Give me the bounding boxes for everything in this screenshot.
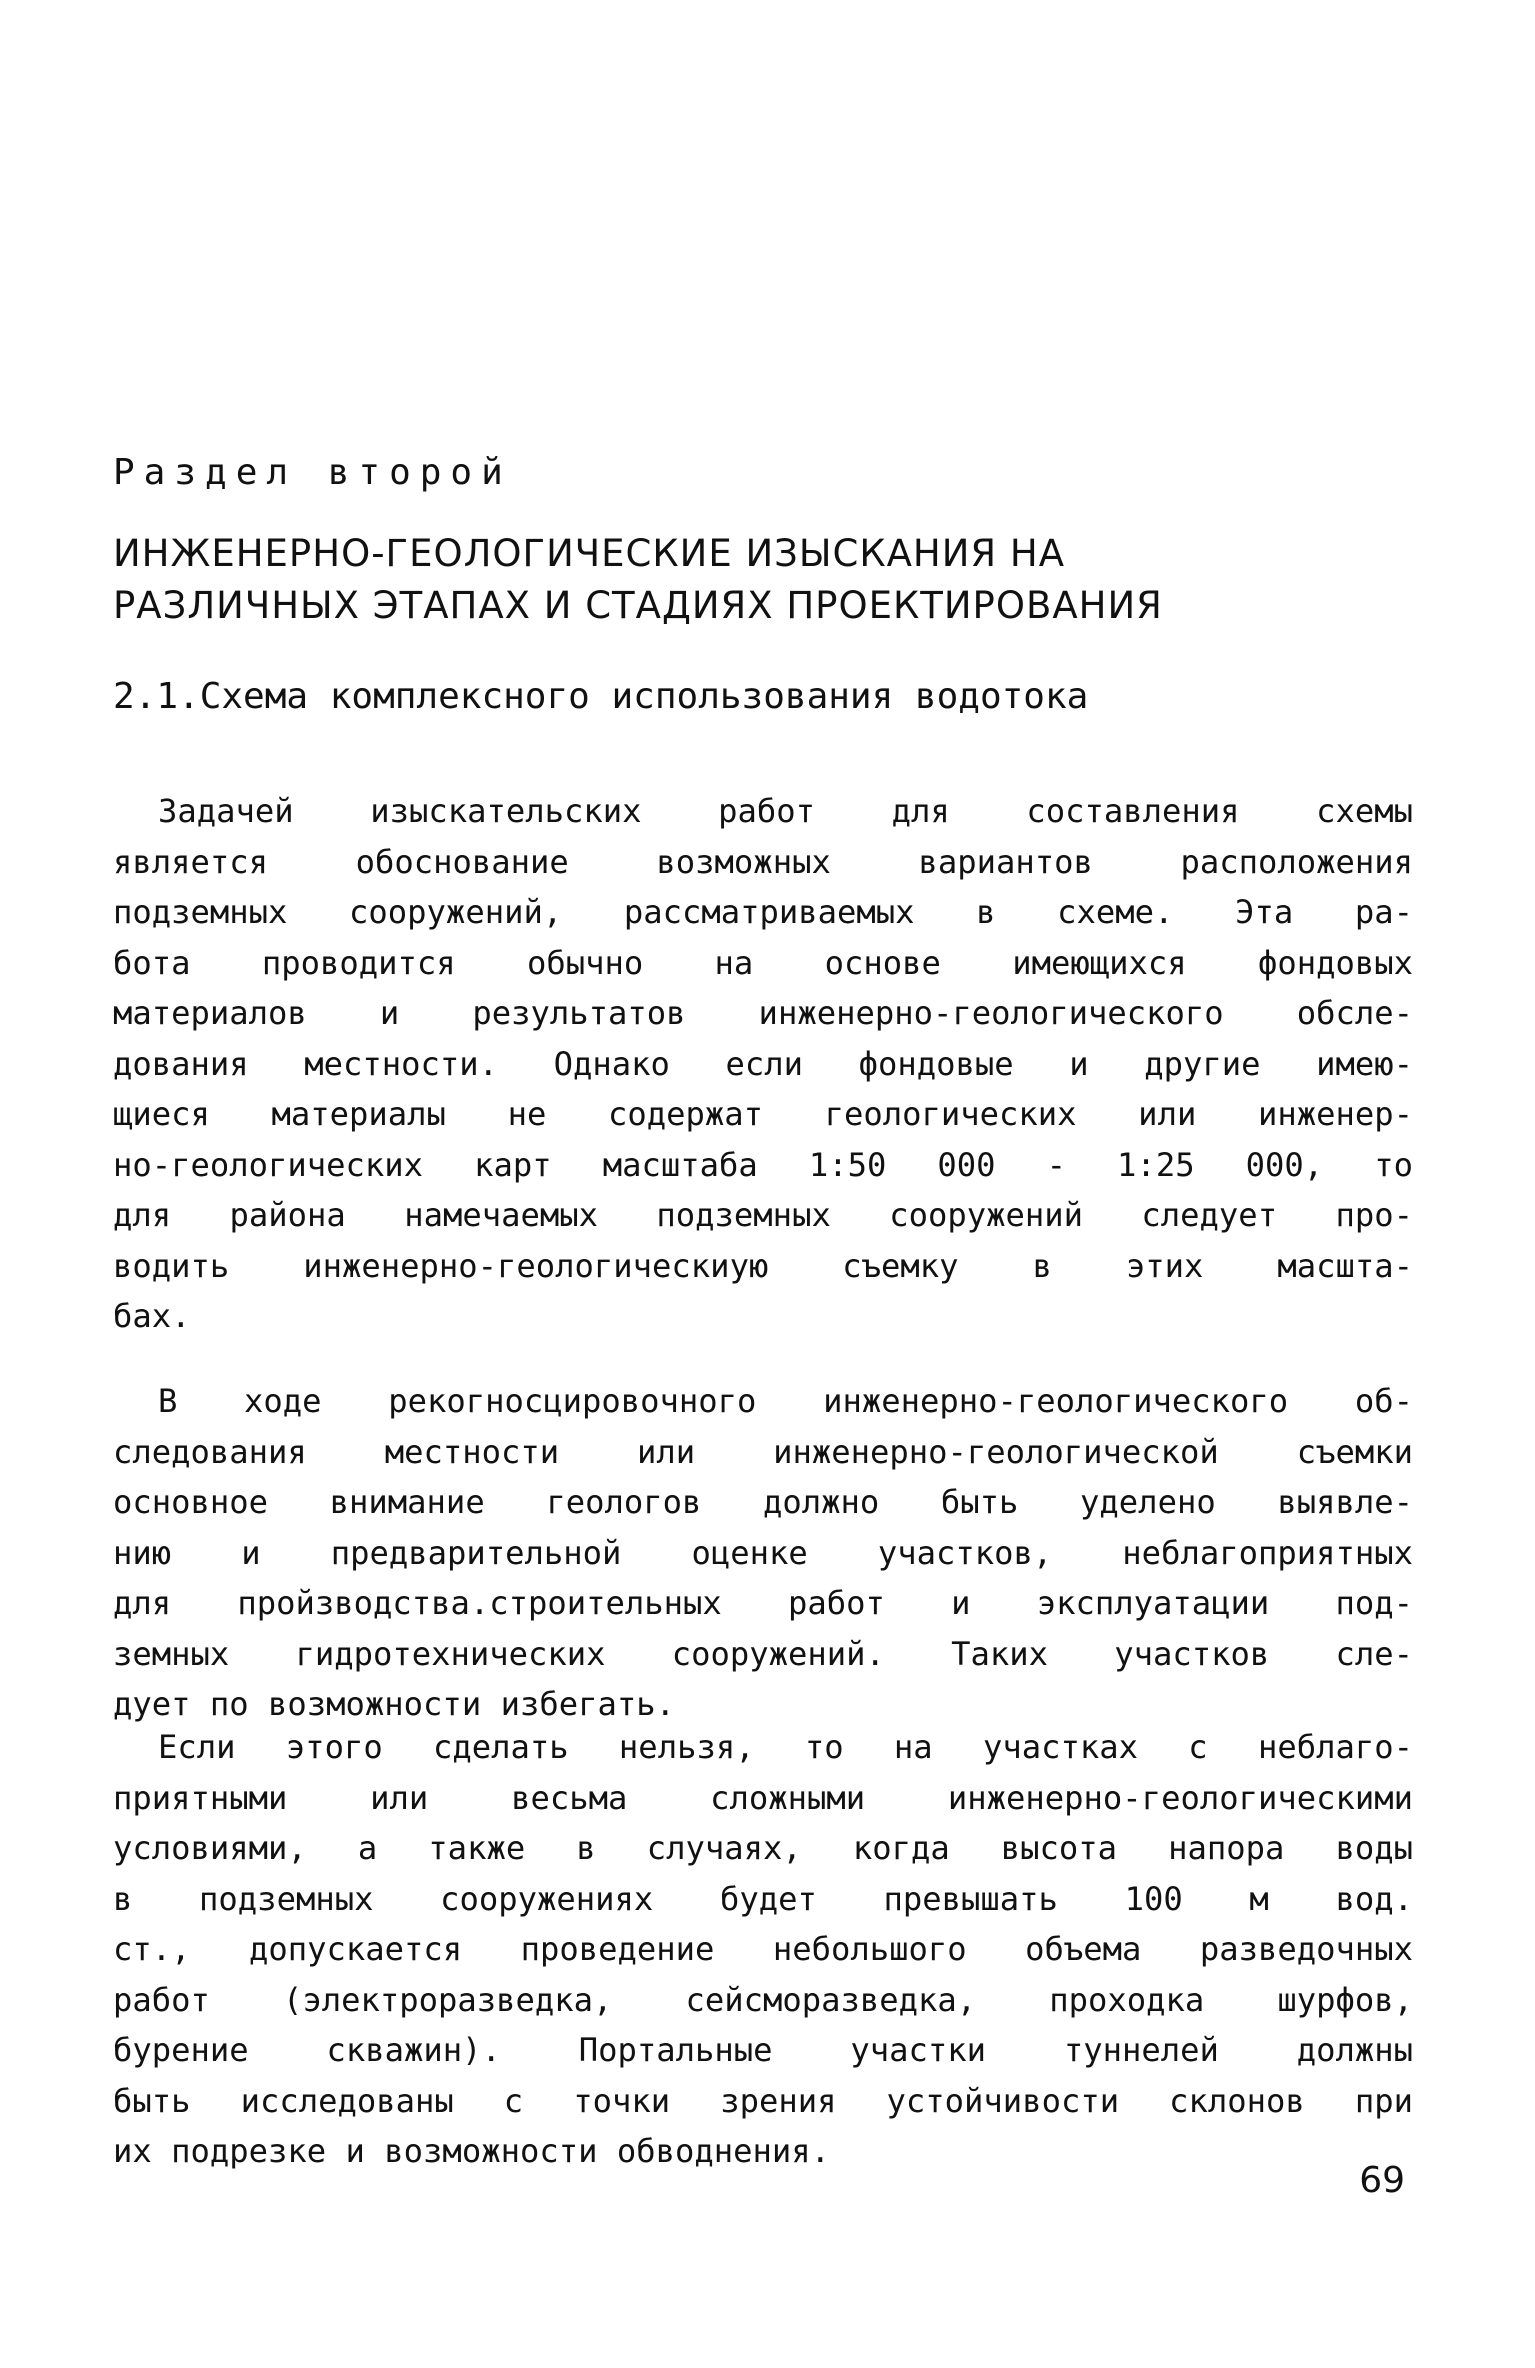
page-number: 69 bbox=[1359, 2160, 1405, 2201]
paragraph-line: для пройзводства.строительных работ и эксплуатации под- bbox=[113, 1584, 1413, 1622]
chapter-title bbox=[113, 528, 1413, 632]
paragraph-line: Если этого сделать нельзя, то на участках с неблаго- bbox=[158, 1728, 1413, 1766]
paragraph-line: дования местности. Однако если фондовые и другие имею- bbox=[113, 1044, 1413, 1083]
paragraph-line: материалов и результатов инженерно-геологического обсле- bbox=[113, 994, 1413, 1032]
paragraph-line: В ходе рекогносцировочного инженерно-геологического об- bbox=[158, 1382, 1413, 1420]
paragraph-line: их подрезке и возможности обводнения. bbox=[113, 2132, 831, 2170]
paragraph-line: быть исследованы с точки зрения устойчивости склонов при bbox=[113, 2081, 1413, 2120]
paragraph-line: но-геологических карт масштаба 1:50 000 - 1:25 000, то bbox=[113, 1145, 1413, 1184]
paragraph-line: водить инженерно-геологическиую съемку в этих масшта- bbox=[113, 1246, 1413, 1285]
section-label: Раздел второй bbox=[113, 452, 512, 493]
chapter-title-line: РАЗЛИЧНЫХ ЭТАПАХ И СТАДИЯХ ПРОЕКТИРОВАНИЯ bbox=[113, 584, 1163, 627]
paragraph-line: основное внимание геологов должно быть уделено выявле- bbox=[113, 1483, 1413, 1521]
paragraph-line: работ (электроразведка, сейсморазведка, проходка шурфов, bbox=[113, 1980, 1413, 2019]
paragraph-line: в подземных сооружениях будет превышать 100 м вод. bbox=[113, 1879, 1413, 1918]
paragraph bbox=[113, 786, 1413, 1342]
subsection-title: 2.1.Схема комплексного использования водотока bbox=[113, 676, 1089, 717]
paragraph-line: условиями, а также в случаях, когда высота напора воды bbox=[113, 1829, 1413, 1867]
paragraph-line: является обоснование возможных вариантов расположения bbox=[113, 842, 1413, 881]
paragraph-line: следования местности или инженерно-геологической съемки bbox=[113, 1432, 1413, 1471]
paragraph-line: бурение скважин). Портальные участки туннелей должны bbox=[113, 2031, 1413, 2069]
paragraph-line: приятными или весьма сложными инженерно-геологическими bbox=[113, 1778, 1413, 1817]
paragraph-line: Задачей изыскательских работ для составления схемы bbox=[158, 792, 1413, 830]
chapter-title-line: ИНЖЕНЕРНО-ГЕОЛОГИЧЕСКИЕ ИЗЫСКАНИЯ НА bbox=[113, 532, 1066, 575]
paragraph-line: бах. bbox=[113, 1297, 191, 1335]
paragraph-line: щиеся материалы не содержат геологических или инженер- bbox=[113, 1095, 1413, 1133]
paragraph-line: ст., допускается проведение небольшого объема разведочных bbox=[113, 1930, 1413, 1968]
paragraph-line: подземных сооружений, рассматриваемых в схеме. Эта ра- bbox=[113, 893, 1413, 931]
paragraph bbox=[113, 1722, 1413, 2177]
paragraph-line: нию и предварительной оценке участков, неблагоприятных bbox=[113, 1533, 1413, 1572]
paragraph bbox=[113, 1376, 1413, 1730]
paragraph-line: бота проводится обычно на основе имеющихся фондовых bbox=[113, 943, 1413, 982]
paragraph-line: для района намечаемых подземных сооружений следует про- bbox=[113, 1196, 1413, 1234]
paragraph-line: земных гидротехнических сооружений. Таких участков сле- bbox=[113, 1634, 1413, 1673]
paragraph-line: дует по возможности избегать. bbox=[113, 1685, 675, 1723]
